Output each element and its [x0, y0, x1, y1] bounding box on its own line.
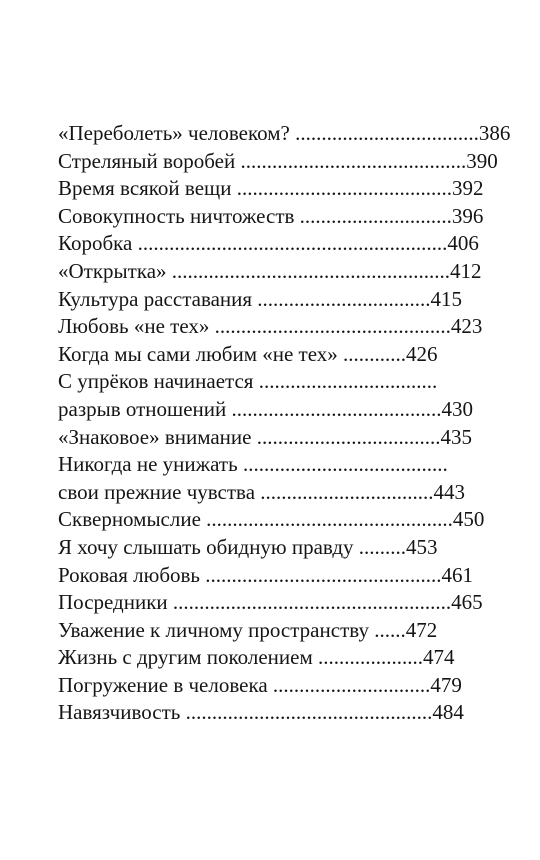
toc-leader-dots: ......................................... — [236, 176, 452, 201]
toc-page-number: 415 — [430, 286, 463, 311]
toc-leader-dots: ..................................................... — [172, 590, 452, 615]
toc-entry — [58, 175, 484, 203]
toc-page-number: 450 — [452, 507, 485, 532]
toc-leader-dots: ................................... — [295, 121, 479, 145]
toc-page-number: 406 — [447, 231, 479, 256]
toc-leader-dots: ............ — [343, 341, 407, 366]
toc-leader-dots: ........................................... — [240, 148, 467, 173]
toc-page-number: 423 — [450, 314, 483, 339]
toc-entry-title: «Открытка» — [58, 258, 172, 283]
toc-page-number: 484 — [432, 700, 464, 725]
toc-entry-title: Коробка — [58, 231, 138, 256]
toc-entry-title: разрыв отношений — [58, 396, 232, 421]
toc-entry — [58, 479, 484, 507]
toc-entry-title: свои прежние чувства — [58, 479, 261, 504]
toc-entry-title: Никогда не унижать — [58, 452, 243, 477]
toc-entry — [58, 258, 484, 286]
toc-entry — [58, 120, 511, 148]
toc-entry — [58, 672, 484, 700]
toc-entry — [58, 148, 498, 176]
toc-page-number: 396 — [451, 203, 484, 228]
toc-leader-dots: ......... — [358, 534, 407, 559]
toc-entry — [58, 424, 484, 452]
toc-entry — [58, 506, 484, 534]
toc-leader-dots: ........................................ — [231, 396, 442, 421]
toc-entry-title: Стреляный воробей — [58, 148, 241, 173]
toc-entry-title: Культура расставания — [58, 286, 258, 311]
toc-entry-title: «Переболеть» человеком? — [58, 121, 296, 145]
toc-entry-title: Навязчивость — [58, 700, 186, 725]
toc-entry-title: Скверномыслие — [58, 507, 207, 532]
toc-entry — [58, 589, 484, 617]
toc-page-number: 443 — [433, 479, 466, 504]
toc-entry-title: Посредники — [58, 590, 173, 615]
toc-entry-title: «Знаковое» внимание — [58, 424, 257, 449]
toc-leader-dots: ............................................. — [214, 314, 451, 339]
toc-entry-title: Уважение к личному пространству — [58, 617, 375, 642]
toc-entry-title: Погружение в человека — [58, 672, 273, 697]
table-of-contents — [58, 120, 511, 727]
toc-leader-dots: ................................... — [256, 424, 441, 449]
toc-page-number: 435 — [440, 424, 472, 449]
toc-entry — [58, 644, 484, 672]
toc-entry — [58, 368, 484, 396]
toc-entry — [58, 562, 484, 590]
toc-entry-title: Любовь «не тех» — [58, 314, 215, 339]
toc-leader-dots: ............................. — [299, 203, 452, 228]
toc-leader-dots: ................................. — [260, 479, 434, 504]
toc-entry-title: Роковая любовь — [58, 562, 206, 587]
toc-entry — [58, 230, 484, 258]
toc-leader-dots: ...... — [374, 617, 406, 642]
toc-leader-dots: ............................................... — [206, 507, 453, 532]
toc-page-number: 453 — [406, 534, 438, 559]
toc-entry — [58, 534, 484, 562]
toc-leader-dots: ..................................................... — [171, 258, 451, 283]
toc-entry — [58, 699, 484, 727]
toc-page-number: 474 — [423, 645, 455, 670]
toc-entry-title: С упрёков начинается — [58, 369, 259, 394]
toc-entry-title: Когда мы сами любим «не тех» — [58, 341, 344, 366]
toc-page-number: 465 — [451, 590, 483, 615]
toc-page-number: 461 — [441, 562, 474, 587]
toc-entry — [58, 341, 484, 369]
toc-entry — [58, 313, 484, 341]
toc-page-number: 392 — [451, 176, 484, 201]
toc-leader-dots: ............................................... — [185, 700, 433, 725]
toc-page-number: 386 — [478, 121, 511, 145]
toc-entry-title: Совокупность ничтожеств — [58, 203, 300, 228]
toc-leader-dots: ............................................. — [205, 562, 442, 587]
toc-entry-title: Я хочу слышать обидную правду — [58, 534, 359, 559]
toc-page-number: 479 — [430, 672, 462, 697]
toc-page-number: 412 — [450, 258, 482, 283]
toc-entry — [58, 396, 484, 424]
toc-entry-title: Жизнь с другим поколением — [58, 645, 319, 670]
toc-entry-title: Время всякой вещи — [58, 176, 237, 201]
toc-entry — [58, 617, 484, 645]
toc-page-number: 472 — [405, 617, 438, 642]
toc-entry — [58, 203, 484, 231]
toc-entry — [58, 451, 484, 479]
toc-leader-dots: .................... — [318, 645, 424, 670]
toc-leader-dots: ................................. — [257, 286, 431, 311]
toc-leader-dots: ........................................................... — [137, 231, 448, 256]
toc-page-number: 390 — [466, 148, 498, 173]
toc-page-number: 426 — [406, 341, 438, 366]
toc-leader-dots: ....................................... — [242, 452, 448, 477]
toc-leader-dots: .............................. — [272, 672, 431, 697]
toc-leader-dots: .................................. — [258, 369, 438, 394]
toc-entry — [58, 286, 484, 314]
toc-page-number: 430 — [441, 396, 473, 421]
